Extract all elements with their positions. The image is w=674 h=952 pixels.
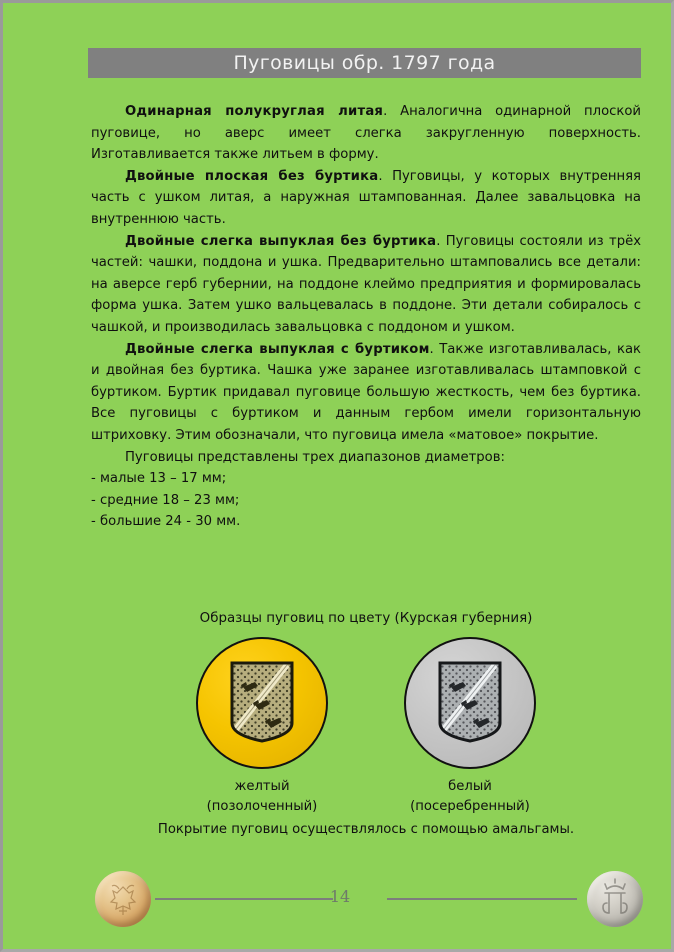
page-number: 14 [329, 887, 351, 906]
paragraph-double-convex-no-rim [91, 231, 641, 339]
paragraph-double-convex-with-rim [91, 339, 641, 447]
samples-row [91, 637, 641, 817]
figure-caption: Образцы пуговиц по цвету (Курская губерния) [199, 611, 533, 626]
sample-white-subtitle: (посеребренный) [410, 799, 530, 814]
sample-white [399, 637, 541, 817]
paragraph-lead-2: Двойные плоская без буртика [125, 168, 379, 184]
page-title-bar [88, 48, 641, 78]
sample-white-button [404, 637, 536, 769]
silver-button-monogram-icon [587, 871, 643, 927]
crowned-monogram-icon [587, 871, 643, 927]
paragraph-lead-3: Двойные слегка выпуклая без буртика [125, 233, 437, 249]
sample-yellow-label [191, 777, 333, 817]
sample-white-name: белый [448, 779, 492, 794]
diameter-item-medium: - средние 18 – 23 мм; [91, 492, 240, 508]
footer-rule-left [155, 898, 333, 900]
article-body [91, 101, 641, 533]
paragraph-text-3: . Пуговицы состояли из трёх частей: чашки, поддона и ушка. Предварительно штамповались все детали: на аверсе герб губернии, на поддоне клеймо предприятия и формировалась форма ушка. Затем ушко вальцевалась в поддоне. Эти детали собиралось с чашкой, и производилась завальцовка с поддоном и ушком. [91, 233, 641, 335]
gold-button-eagle-icon [95, 871, 151, 927]
paragraph-double-flat-no-rim [91, 166, 641, 231]
paragraph-lead-4: Двойные слегка выпуклая с буртиком [125, 341, 430, 357]
paragraph-text-2: . Пуговицы, у которых внутренняя часть с ушком литая, а наружная штампованная. Далее завальцовка на внутреннюю часть. [91, 168, 641, 227]
paragraph-lead-1: Одинарная полукруглая литая [125, 104, 384, 119]
kursk-coat-of-arms-icon [229, 661, 295, 745]
double-headed-eagle-icon [95, 871, 151, 927]
sample-yellow-name: желтый [234, 779, 290, 794]
paragraph-text-4: . Также изготавливалась, как и двойная без буртика. Чашка уже заранее изготавливалась штамповкой с буртиком. Буртик придавал пуговице большую жесткость, чем без буртика. Все пуговицы с буртиком и данным гербом имели горизонтальную штриховку. Этим обозначали, что пуговица имела «матовое» покрытие. [91, 341, 641, 443]
footer-rule-right [387, 898, 577, 900]
samples-figure [91, 608, 641, 840]
sample-yellow-subtitle: (позолоченный) [206, 799, 318, 814]
diameter-item-small: - малые 13 – 17 мм; [91, 471, 227, 487]
page-title: Пуговицы обр. 1797 года [233, 52, 496, 74]
diameter-item-large: - большие 24 - 30 мм. [91, 514, 241, 530]
diameters-intro: Пуговицы представлены трех диапазонов диаметров: [125, 449, 505, 465]
sample-yellow-button [196, 637, 328, 769]
amalgam-note: Покрытие пуговиц осуществлялось с помощью амальгамы. [157, 822, 575, 837]
sample-white-label [399, 777, 541, 817]
paragraph-single-round-cast [91, 101, 641, 166]
paragraph-text-1: . Аналогична одинарной плоской пуговице, но аверс имеет слегка закругленную поверхность. Изготавливается также литьем в форму. [91, 104, 641, 163]
page-footer [3, 865, 674, 935]
kursk-coat-of-arms-icon [437, 661, 503, 745]
sample-yellow [191, 637, 333, 817]
